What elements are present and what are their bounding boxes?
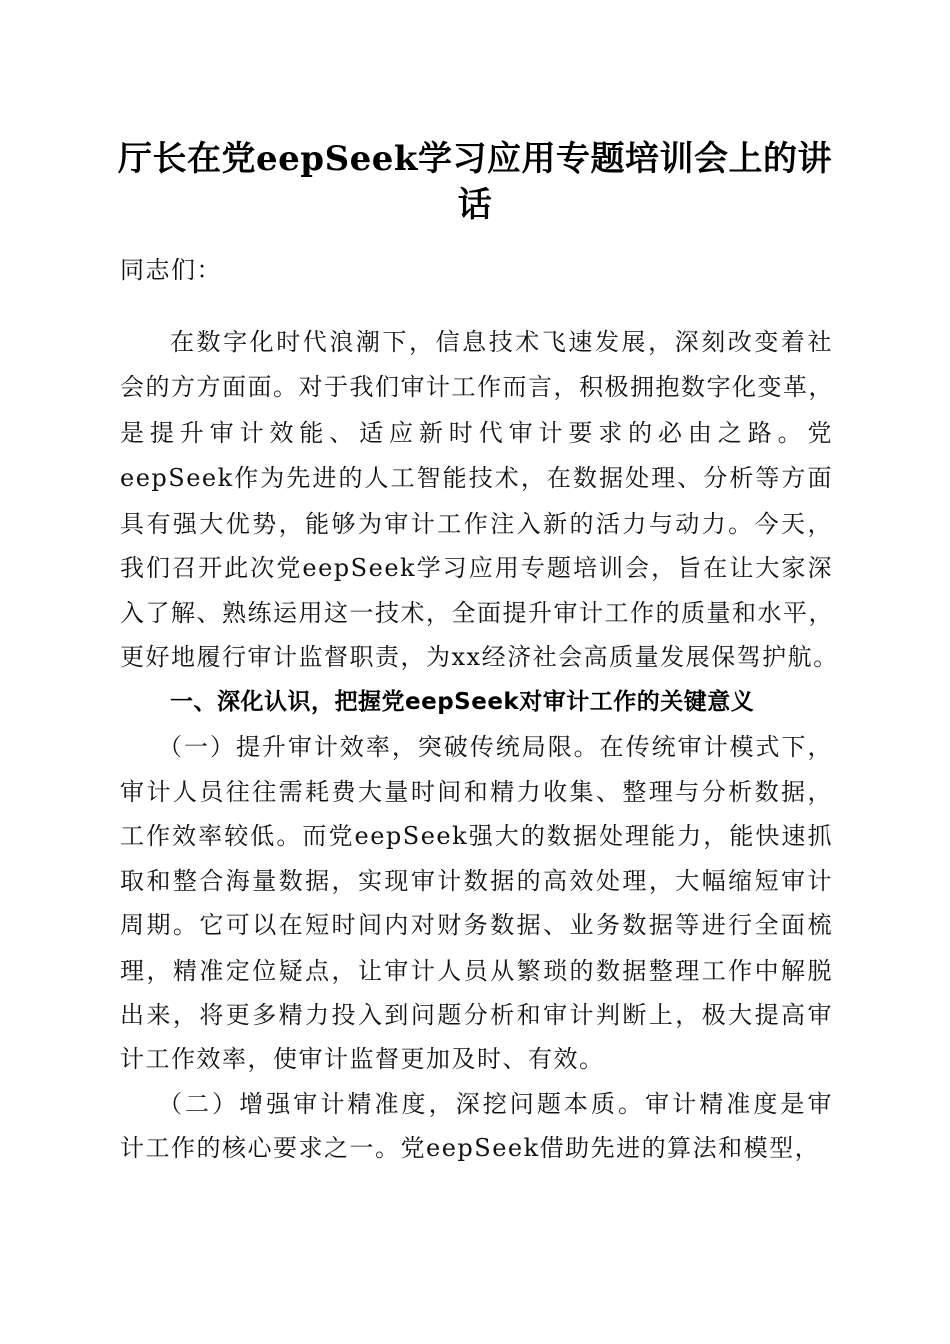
paragraph-line: 入了解、熟练运用这一技术，全面提升审计工作的质量和水平， — [120, 599, 834, 627]
paragraph-line: 我们召开此次党eepSeek学习应用专题培训会，旨在让大家深 — [120, 554, 833, 582]
paragraph-line: 是提升审计效能、适应新时代审计要求的必由之路。党 — [120, 419, 833, 447]
paragraph-line: （一）提升审计效率，突破传统局限。在传统审计模式下， — [158, 733, 833, 761]
salutation: 同志们： — [120, 256, 222, 284]
paragraph-line: 计工作效率，使审计监督更加及时、有效。 — [120, 1045, 605, 1073]
paragraph-line: 具有强大优势，能够为审计工作注入新的活力与动力。今天， — [120, 510, 833, 538]
paragraph-line: （二）增强审计精准度，深挖问题本质。审计精准度是审 — [158, 1090, 833, 1118]
paragraph-line: 周期。它可以在短时间内对财务数据、业务数据等进行全面梳 — [120, 911, 833, 939]
paragraph-line: 在数字化时代浪潮下，信息技术飞速发展，深刻改变着社 — [170, 328, 833, 356]
paragraph-line: 审计人员往往需耗费大量时间和精力收集、整理与分析数据， — [120, 778, 833, 806]
paragraph-line: 工作效率较低。而党eepSeek强大的数据处理能力，能快速抓 — [120, 822, 833, 850]
paragraph-line: 更好地履行审计监督职责，为xx经济社会高质量发展保驾护航。 — [120, 643, 839, 671]
paragraph-line: 会的方方面面。对于我们审计工作而言，积极拥抱数字化变革， — [120, 373, 834, 401]
paragraph-line: 计工作的核心要求之一。党eepSeek借助先进的算法和模型， — [120, 1134, 821, 1162]
paragraph-line: 取和整合海量数据，实现审计数据的高效处理，大幅缩短审计 — [120, 867, 833, 895]
paragraph-line: 出来，将更多精力投入到问题分析和审计判断上，极大提高审 — [120, 1001, 833, 1029]
paragraph-line: 理，精准定位疑点，让审计人员从繁琐的数据整理工作中解脱 — [120, 957, 833, 985]
document-title-line-2: 话 — [457, 185, 493, 225]
document-title-line-1: 厅长在党eepSeek学习应用专题培训会上的讲 — [118, 139, 832, 179]
paragraph-line: eepSeek作为先进的人工智能技术，在数据处理、分析等方面 — [120, 464, 833, 492]
section-heading: 一、深化认识，把握党eepSeek对审计工作的关键意义 — [170, 689, 755, 715]
